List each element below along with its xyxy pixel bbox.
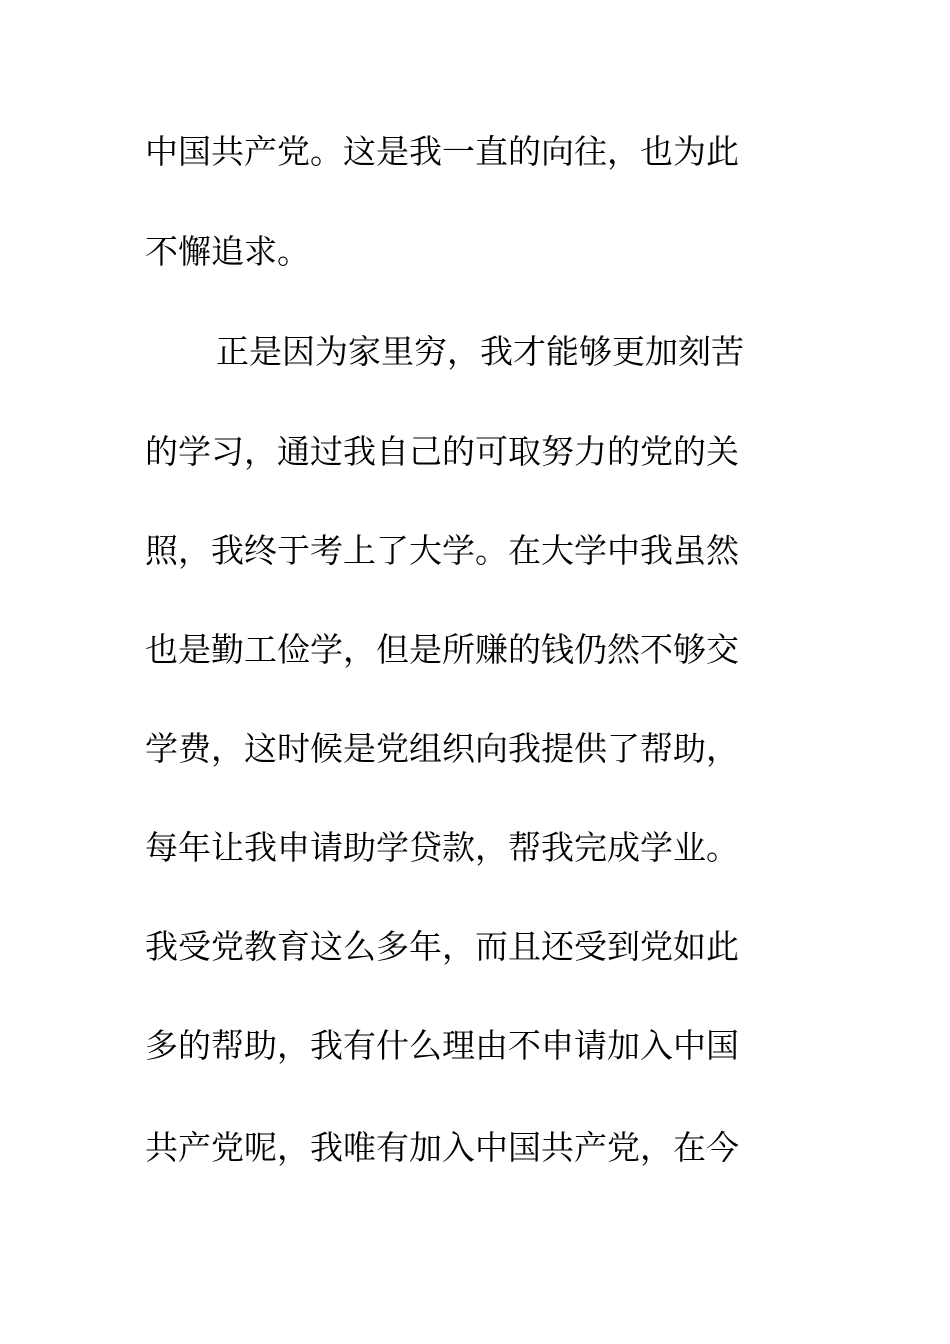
text-line: 的学习，通过我自己的可取努力的党的关 <box>145 432 739 471</box>
text-line: 我受党教育这么多年，而且还受到党如此 <box>145 927 739 966</box>
paragraph-first-line: 正是因为家里穷，我才能够更加刻苦 <box>216 332 744 371</box>
text-line: 中国共产党。这是我一直的向往，也为此 <box>145 132 739 171</box>
text-line: 多的帮助，我有什么理由不申请加入中国 <box>145 1026 739 1065</box>
text-line: 学费，这时候是党组织向我提供了帮助， <box>145 729 739 768</box>
text-line: 照，我终于考上了大学。在大学中我虽然 <box>145 531 739 570</box>
text-line: 不懈追求。 <box>145 232 310 271</box>
text-line: 也是勤工俭学，但是所赚的钱仍然不够交 <box>145 630 739 669</box>
text-line: 每年让我申请助学贷款，帮我完成学业。 <box>145 828 739 867</box>
text-line: 共产党呢，我唯有加入中国共产党，在今 <box>145 1128 739 1167</box>
